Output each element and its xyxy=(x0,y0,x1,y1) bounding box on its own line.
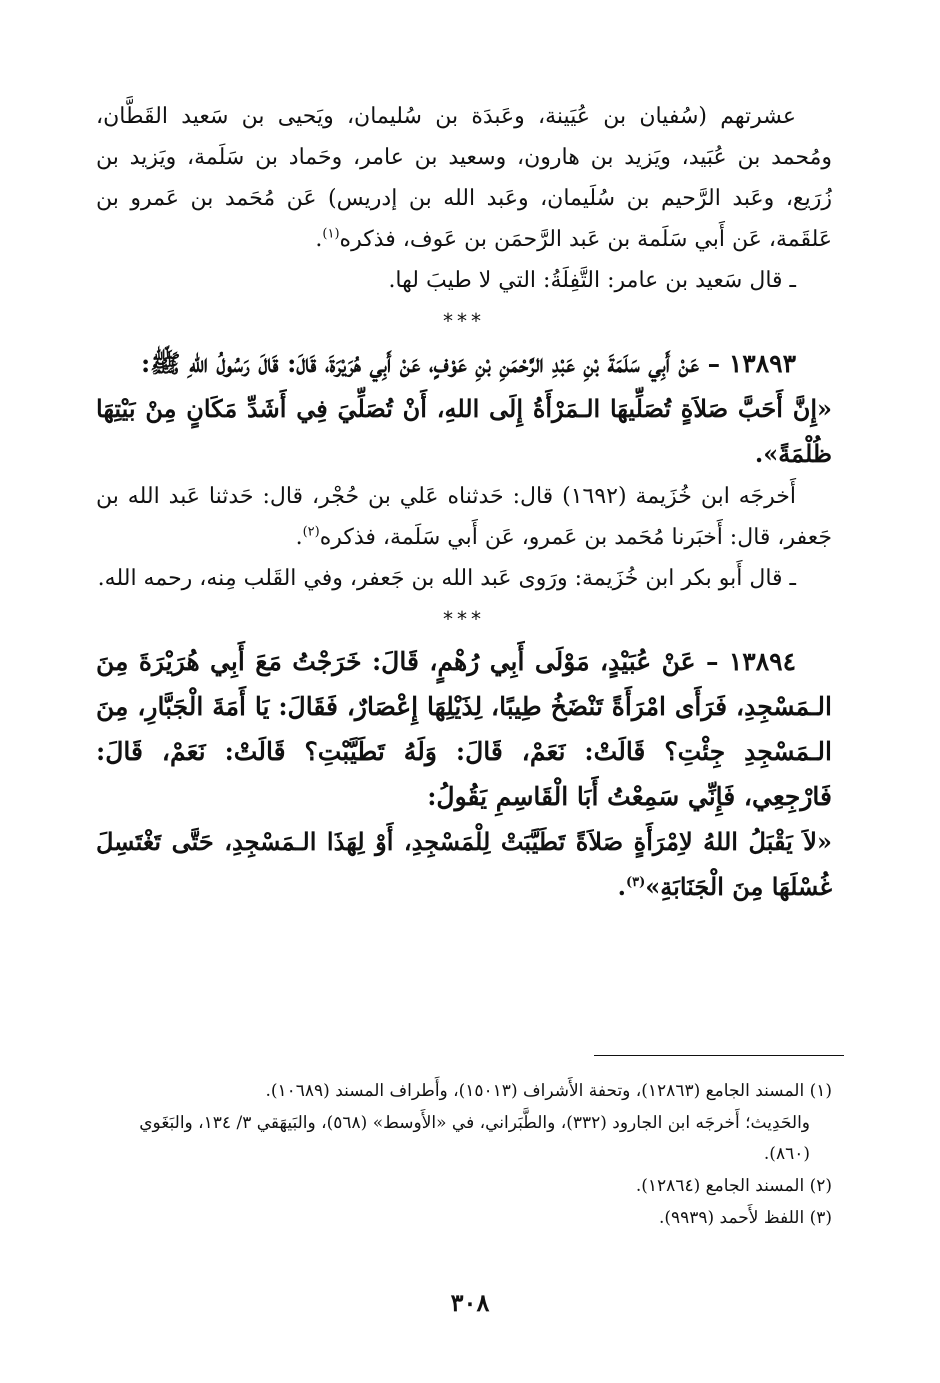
paragraph-said-ibn-amir: ـ قال سَعيد بن عامر: التَّفِلَةُ: التي لا طيبَ لها. xyxy=(388,268,796,293)
footnote-3: (٣) اللفظ لأَحمد (٩٩٣٩). xyxy=(658,1208,832,1228)
main-text xyxy=(96,96,832,909)
hadith-13894-quote xyxy=(96,819,832,909)
page-number: ٣٠٨ xyxy=(450,1288,490,1317)
footnote-1-continuation: والحَدِيث؛ أَخرجَه ابن الجارود (٣٣٢)، والطَّبَراني، في «الأَوسط» (٥٦٨)، والبَيهَقي ٣/ ١٣٤، والبَغَوي (٨٦٠). xyxy=(139,1113,810,1164)
footnote-ref-1: (١) xyxy=(322,226,340,242)
paragraph-end-mark: . xyxy=(295,525,303,550)
hadith-13894: ١٣٨٩٤ – عَنْ عُبَيْدٍ، مَوْلَى أَبِي رُهْمٍ، قَالَ: خَرَجْتُ مَعَ أَبِي هُرَيْرَةَ مِنَ الـمَسْجِدِ، فَرَأَى امْرَأَةً تَنْضَخُ طِيبًا، لِذَيْلِهَا إِعْصَارٌ، فَقَالَ: يَا أَمَةَ الْجَبَّارِ، مِنَ الـمَسْجِدِ جِئْتِ؟ قَالَتْ: نَعَمْ، قَالَ: وَلَهُ تَطَيَّبْتِ؟ قَالَتْ: نَعَمْ، قَالَ: فَارْجِعِي، فَإِنِّي سَمِعْتُ أَبَا الْقَاسِمِ يَقُولُ: xyxy=(96,647,832,811)
footnote-divider xyxy=(594,1055,844,1056)
hadith-13893: ١٣٨٩٣ – عَنْ أَبِي سَلَمَةَ بْنِ عَبْدِ الرَّحْمَنِ بْنِ عَوْفٍ، عَنْ أَبِي هُرَيْرَةَ، قَالَ: قَالَ رَسُولُ اللهِ ﷺ: xyxy=(141,349,796,378)
hadith-13894-quote-text: «لاَ يَقْبَلُ اللهُ لاِمْرَأَةٍ صَلاَةً تَطَيَّبَتْ لِلْمَسْجِدِ، أَوْ لِهَذَا الـمَسْجِدِ، حَتَّى تَغْتَسِلَ غُسْلَهَا مِنَ الْجَنَابَةِ» xyxy=(96,827,832,901)
paragraph-narrators-text: عشرتهم (سُفيان بن عُيَينة، وعَبدَة بن سُليمان، ويَحيى بن سَعيد القَطَّان، ومُحمد بن عُبَيد، ويَزيد بن هارون، وسعيد بن عامر، وحَماد بن سَلَمة، ويَزيد بن زُرَيع، وعَبد الرَّحيم بن سُلَيمان، وعَبد الله بن إدريس) عَن مُحَمد بن عَمرو بن عَلقَمة، عَن أَبي سَلَمة بن عَبد الرَّحمَن بن عَوف، فذكره xyxy=(96,104,832,252)
footnotes xyxy=(96,1076,832,1235)
footnote-1: (١) المسند الجامع (١٢٨٦٣)، وتحفة الأَشراف (١٥٠١٣)، وأَطراف المسند (١٠٦٨٩). xyxy=(265,1081,832,1101)
footnote-ref-2: (٢) xyxy=(302,524,320,540)
paragraph-ibn-khuzaymah xyxy=(96,476,832,558)
paragraph-abu-bakr: ـ قال أَبو بكر ابن خُزَيمة: ورَوى عَبد الله بن جَعفر، وفي القَلب مِنه، رحمه الله. xyxy=(97,566,796,591)
paragraph-end-mark: . xyxy=(315,227,323,252)
paragraph-narrators xyxy=(96,96,832,260)
footnote-2: (٢) المسند الجامع (١٢٨٦٤). xyxy=(635,1176,832,1196)
hadith-13893-quote: «إِنَّ أَحَبَّ صَلاَةٍ تُصَلِّيهَا الـمَرْأَةُ إِلَى اللهِ، أَنْ تُصَلِّيَ فِي أَشَدِّ مَكَانٍ مِنْ بَيْتِهَا ظُلْمَةً». xyxy=(96,394,832,468)
paragraph-end-mark: . xyxy=(617,872,626,901)
footnote-ref-3: (٣) xyxy=(626,875,646,890)
section-separator: *** xyxy=(443,607,485,631)
paragraph-ibn-khuzaymah-text: أَخرجَه ابن خُزَيمة (١٦٩٢) قال: حَدثناه عَلي بن حُجْر، قال: حَدثنا عَبد الله بن جَعفر، قال: أَخبَرنا مُحَمد بن عَمرو، عَن أَبي سَلَمة، فذكره xyxy=(96,484,832,550)
section-separator: *** xyxy=(443,309,485,333)
